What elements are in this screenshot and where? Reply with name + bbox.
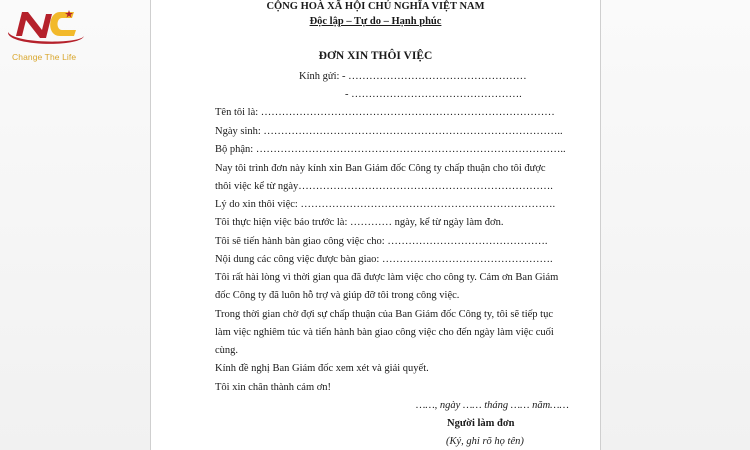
field-handover-to: Tôi sẽ tiến hành bàn giao công việc cho: ……………………………………….: [215, 236, 548, 247]
left-margin-background: [0, 0, 150, 450]
field-reason: Lý do xin thôi việc: ……………………………………………………………….: [215, 199, 556, 210]
field-name: Tên tôi là: …………………………………………………………………………: [215, 107, 555, 118]
field-handover-content: Nội dung các công việc được bàn giao: ………………………………………….: [215, 254, 553, 265]
commitment-paragraph-line-1: Trong thời gian chờ đợi sự chấp thuận của Ban Giám đốc Công ty, tôi sẽ tiếp tục: [215, 309, 553, 320]
date-line: ……, ngày …… tháng …… năm……: [416, 400, 569, 411]
field-notice-period: Tôi thực hiện việc báo trước là: ………… ngày, kể từ ngày làm đơn.: [215, 217, 504, 228]
header-motto: Độc lập – Tự do – Hạnh phúc: [309, 16, 442, 27]
right-margin-background: [600, 0, 750, 450]
recipient-line-1: Kính gửi: - ……………………………………………: [299, 71, 527, 82]
thanks-paragraph-line-1: Tôi rất hài lòng vì thời gian qua đã được làm việc cho công ty. Cảm ơn Ban Giám: [215, 272, 559, 283]
request-review-line: Kính đề nghị Ban Giám đốc xem xét và giải quyết.: [215, 363, 429, 374]
thanks-paragraph-line-2: đốc Công ty đã luôn hỗ trợ và giúp đỡ tôi trong công việc.: [215, 290, 460, 301]
commitment-paragraph-line-2: làm việc nghiêm túc và tiến hành bàn giao công việc cho đến ngày làm việc cuối: [215, 327, 554, 338]
logo-tagline: Change The Life: [12, 52, 77, 62]
signer-note: (Ký, ghi rõ họ tên): [446, 436, 524, 447]
brand-logo: [2, 2, 92, 62]
recipient-line-2: - ………………………………………….: [345, 89, 522, 100]
closing-thanks-line: Tôi xin chân thành cảm ơn!: [215, 382, 332, 393]
commitment-paragraph-line-3: cùng.: [215, 345, 239, 356]
nc-logo-icon: [2, 2, 92, 52]
document-page: [150, 0, 601, 450]
header-nation: CỘNG HOÀ XÃ HỘI CHỦ NGHĨA VIỆT NAM: [266, 1, 485, 12]
request-paragraph-line-1: Nay tôi trình đơn này kính xin Ban Giám đốc Công ty chấp thuận cho tôi được: [215, 163, 546, 174]
field-birthdate: Ngày sinh: …………………………………………………………………………..: [215, 126, 563, 137]
field-department: Bộ phận: ……………………………………………………………………………..: [215, 144, 566, 155]
request-paragraph-line-2: thôi việc kể từ ngày……………………………………………………………….: [215, 181, 553, 192]
signer-title: Người làm đơn: [447, 418, 515, 429]
document-title: ĐƠN XIN THÔI VIỆC: [318, 50, 433, 62]
